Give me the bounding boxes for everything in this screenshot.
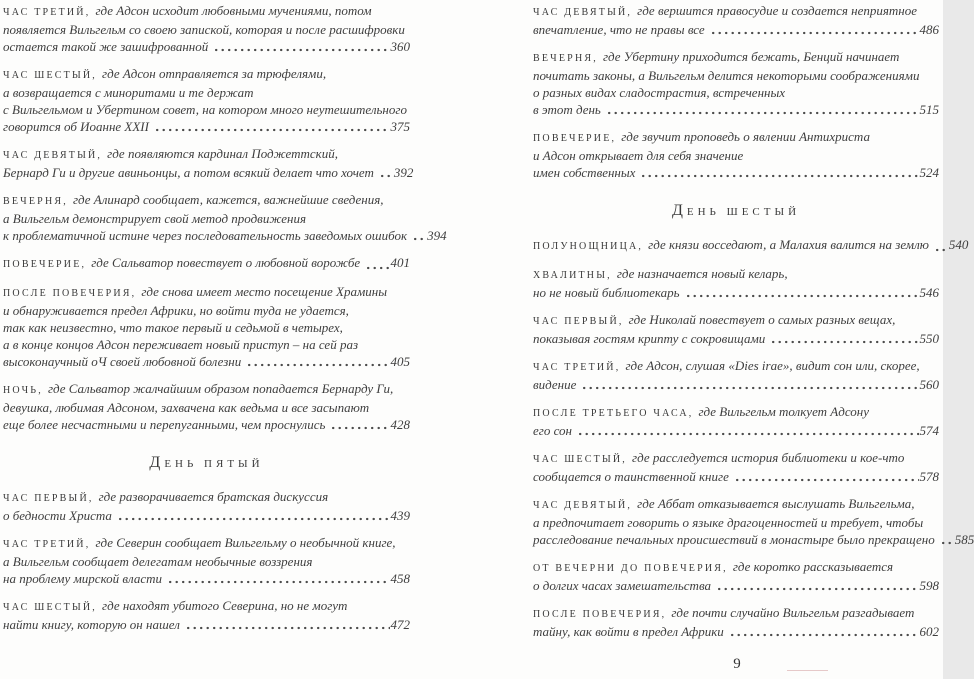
- day-heading-initial: Д: [671, 202, 687, 219]
- entry-text-line: где князи восседают, а Малахия валится на землю: [648, 237, 929, 252]
- entry-text-line: найти книгу, которую он нашел: [3, 617, 180, 632]
- entry-label: ЧАС ШЕСТЫЙ,: [3, 602, 98, 613]
- toc-line: [3, 616, 410, 633]
- entry-text-line: где Николай повествует о самых разных вещах,: [628, 312, 896, 327]
- entry-text-line: где Адсон исходит любовными мучениями, потом: [95, 3, 372, 18]
- toc-line: [3, 2, 410, 21]
- dot-leader: [414, 237, 426, 241]
- toc-line: [3, 416, 410, 433]
- toc-line: [3, 21, 410, 38]
- entry-label: ЧАС ДЕВЯТЫЙ,: [3, 150, 103, 161]
- toc-line: [533, 422, 939, 439]
- entry-text-line: где коротко рассказывается: [732, 559, 894, 574]
- dot-leader: [936, 248, 948, 252]
- page-ref: 360: [390, 39, 410, 54]
- entry-text-line: где Адсон, слушая «Dies irae», видит сон или, скорее,: [625, 358, 920, 373]
- page-ref: 574: [919, 423, 939, 438]
- dot-leader: [215, 48, 389, 52]
- entry-label: ЧАС ТРЕТИЙ,: [3, 539, 91, 550]
- entry-label: ЧАС ШЕСТЫЙ,: [533, 454, 628, 465]
- toc-entry: [3, 488, 410, 524]
- entry-text-line: о долгих часах замешательства: [533, 578, 712, 593]
- entry-label: ЧАС ДЕВЯТЫЙ,: [533, 7, 633, 18]
- dot-leader: [583, 386, 918, 390]
- entry-text-line: расследование печальных происшествий в монастыре было прекращено: [533, 532, 935, 547]
- day-heading-text: ЕНЬ ПЯТЫЙ: [164, 458, 264, 470]
- page-ref: 546: [919, 285, 939, 300]
- entry-text-line: о бедности Христа: [3, 508, 112, 523]
- page-ref: 550: [919, 331, 939, 346]
- toc-line: [3, 101, 410, 118]
- toc-entry: [3, 283, 410, 370]
- toc-line: [533, 623, 939, 640]
- dot-leader: [248, 363, 389, 367]
- entry-text-line: девушка, любимая Адсоном, захвачена как ведьма и все засыпают: [3, 400, 370, 415]
- entry-text-line: к проблематичной истине через последовательность заведомых ошибок: [3, 228, 408, 243]
- page-ref: 472: [390, 617, 410, 632]
- entry-text-line: где почти случайно Вильгельм разгадывает: [671, 605, 915, 620]
- entry-label: ВЕЧЕРНЯ,: [533, 53, 598, 64]
- faint-underline-mark: [787, 670, 828, 671]
- toc-line: [3, 380, 410, 399]
- toc-entry: [533, 449, 939, 485]
- toc-entry: [3, 191, 447, 244]
- toc-line: [533, 330, 939, 347]
- toc-entry: [3, 2, 410, 55]
- toc-line: [533, 495, 939, 514]
- toc-line: [3, 319, 410, 336]
- toc-line: [533, 558, 939, 577]
- toc-line: [533, 2, 939, 21]
- toc-entry: [3, 380, 410, 433]
- dot-leader: [156, 128, 390, 132]
- toc-line: [3, 553, 410, 570]
- toc-line: [533, 84, 939, 101]
- entry-label: ЧАС ДЕВЯТЫЙ,: [533, 500, 633, 511]
- dot-leader: [187, 626, 390, 630]
- toc-line: [3, 65, 410, 84]
- entry-text-line: где Убертину приходится бежать, Бенций начинает: [602, 49, 900, 64]
- toc-entry: [3, 254, 410, 273]
- toc-line: [533, 236, 969, 255]
- toc-line: [3, 283, 410, 302]
- page-ref: 540: [948, 237, 969, 252]
- toc-entry: [533, 311, 939, 347]
- entry-text-line: на проблему мирской власти: [3, 571, 163, 586]
- entry-label: ЧАС ШЕСТЫЙ,: [3, 70, 98, 81]
- entry-text-line: говорится об Иоанне XXII: [3, 119, 149, 134]
- entry-text-line: а возвращается с миноритами и те держат: [3, 85, 254, 100]
- entry-text-line: появляется Вильгельм со своею запиской, которая и после расшифровки: [3, 22, 405, 37]
- dot-leader: [772, 340, 918, 344]
- toc-line: [533, 48, 939, 67]
- toc-line: [3, 353, 410, 370]
- toc-line: [3, 570, 410, 587]
- dot-leader: [687, 294, 919, 298]
- toc-line: [533, 468, 939, 485]
- page-ref: 578: [919, 469, 939, 484]
- toc-line: [3, 336, 410, 353]
- toc-line: [533, 376, 939, 393]
- toc-line: [3, 145, 410, 164]
- entry-label: ПОВЕЧЕРИЕ,: [533, 133, 617, 144]
- toc-line: [3, 191, 410, 210]
- toc-line: [3, 118, 410, 135]
- toc-column-right: [533, 2, 974, 650]
- entry-text-line: где находят убитого Северина, но не могут: [102, 598, 348, 613]
- page-ref: 439: [390, 508, 410, 523]
- dot-leader: [367, 266, 389, 270]
- day-heading-text: ЕНЬ ШЕСТЫЙ: [686, 206, 801, 218]
- entry-text-line: а Вильгельм демонстрирует свой метод продвижения: [3, 211, 307, 226]
- entry-text-line: о разных видах сладострастия, встреченных: [533, 85, 786, 100]
- page-ref: 394: [427, 228, 447, 243]
- entry-text-line: еще более несчастными и перепуганными, чем проснулись: [3, 417, 326, 432]
- entry-text-line: почитать законы, а Вильгельм делится некоторыми соображениями: [533, 68, 920, 83]
- dot-leader: [332, 426, 389, 430]
- entry-text-line: тайну, как войти в предел Африки: [533, 624, 724, 639]
- page-ref: 428: [390, 417, 410, 432]
- toc-entry: [533, 558, 939, 594]
- entry-text-line: его сон: [533, 423, 572, 438]
- entry-label: ОТ ВЕЧЕРНИ ДО ПОВЕЧЕРИЯ,: [533, 563, 728, 574]
- toc-line: [3, 507, 410, 524]
- toc-line: [533, 284, 939, 301]
- entry-label: ЧАС ПЕРВЫЙ,: [3, 493, 94, 504]
- toc-entry: [533, 265, 939, 301]
- entry-text-line: в этот день: [533, 102, 601, 117]
- dot-leader: [736, 478, 919, 482]
- entry-label: ХВАЛИТНЫ,: [533, 270, 612, 281]
- entry-text-line: где разворачивается братская дискуссия: [98, 489, 329, 504]
- entry-label: ПОВЕЧЕРИЕ,: [3, 259, 87, 270]
- toc-line: [533, 21, 939, 38]
- entry-text-line: а Вильгельм сообщает делегатам необычные воззрения: [3, 554, 313, 569]
- entry-label: ПОЛУНОЩНИЦА,: [533, 241, 644, 252]
- entry-text-line: где расследуется история библиотеки и кое-что: [632, 450, 905, 465]
- entry-text-line: а предпочитает говорить о языке драгоценностей и требует, чтобы: [533, 515, 924, 530]
- toc-line: [3, 164, 414, 181]
- page-ref: 375: [390, 119, 410, 134]
- toc-entry: [3, 65, 410, 135]
- toc-line: [3, 488, 410, 507]
- toc-entry: [3, 597, 410, 633]
- entry-text-line: впечатление, что не правы все: [533, 22, 705, 37]
- toc-line: [533, 164, 939, 181]
- toc-entry: [3, 534, 410, 587]
- toc-line: [3, 210, 410, 227]
- toc-line: [533, 357, 939, 376]
- toc-line: [533, 265, 939, 284]
- entry-text-line: и обнаруживается предел Африки, но войти туда не удается,: [3, 303, 349, 318]
- entry-label: ПОСЛЕ ПОВЕЧЕРИЯ,: [533, 609, 667, 620]
- toc-line: [3, 254, 410, 273]
- toc-line: [533, 311, 939, 330]
- entry-label: ВЕЧЕРНЯ,: [3, 196, 68, 207]
- day-heading: [533, 202, 939, 221]
- entry-text-line: но не новый библиотекарь: [533, 285, 680, 300]
- entry-text-line: так как неизвестно, что такое первый и седьмой в четырех,: [3, 320, 343, 335]
- entry-text-line: Бернард Ги и другие авиньонцы, а потом всякий делает что хочет: [3, 165, 374, 180]
- toc-entry: [533, 128, 939, 181]
- entry-text-line: видение: [533, 377, 577, 392]
- toc-line: [533, 514, 939, 531]
- entry-text-line: и Адсон открывает для себя значение: [533, 148, 744, 163]
- entry-label: НОЧЬ,: [3, 385, 43, 396]
- entry-text-line: имен собственных: [533, 165, 636, 180]
- entry-label: ЧАС ПЕРВЫЙ,: [533, 316, 624, 327]
- entry-label: ЧАС ТРЕТИЙ,: [3, 7, 91, 18]
- toc-entry: [533, 403, 939, 439]
- toc-line: [533, 403, 939, 422]
- page-ref: 524: [919, 165, 939, 180]
- toc-line: [533, 577, 939, 594]
- toc-entry: [533, 2, 939, 38]
- entry-text-line: где Вильгельм толкует Адсону: [698, 404, 869, 419]
- toc-entry: [533, 604, 939, 640]
- toc-entry: [533, 357, 939, 393]
- dot-leader: [169, 580, 389, 584]
- entry-text-line: где снова имеет место посещение Храмины: [141, 284, 388, 299]
- toc-line: [533, 604, 939, 623]
- entry-text-line: где Аббат отказывается выслушать Вильгельма,: [637, 496, 915, 511]
- toc-line: [533, 101, 939, 118]
- toc-line: [3, 399, 410, 416]
- entry-text-line: остается такой же зашифрованной: [3, 39, 209, 54]
- dot-leader: [642, 174, 918, 178]
- toc-column-left: [3, 2, 447, 643]
- toc-line: [533, 531, 974, 548]
- toc-line: [3, 84, 410, 101]
- entry-text-line: с Вильгельмом и Убертином совет, на котором много неутешительного: [3, 102, 407, 117]
- dot-leader: [579, 432, 919, 436]
- day-heading-initial: Д: [149, 454, 165, 471]
- toc-entry: [3, 145, 414, 181]
- toc-line: [3, 597, 410, 616]
- page-ref: 585: [954, 532, 974, 547]
- page-ref: 401: [390, 255, 410, 270]
- page-ref: 515: [919, 102, 939, 117]
- toc-entry: [533, 48, 939, 118]
- page-ref: 602: [919, 624, 939, 639]
- entry-text-line: где Адсон отправляется за трюфелями,: [102, 66, 327, 81]
- page-ref: 405: [390, 354, 410, 369]
- dot-leader: [942, 541, 954, 545]
- dot-leader: [712, 31, 919, 35]
- dot-leader: [718, 587, 918, 591]
- entry-text-line: где Сальватор повествует о любовной ворожбе: [91, 255, 361, 270]
- day-heading: [3, 454, 410, 473]
- entry-label: ПОСЛЕ ТРЕТЬЕГО ЧАСА,: [533, 408, 694, 419]
- toc-entry: [533, 495, 974, 548]
- entry-text-line: а в конце концов Адсон переживает новый приступ – на сей раз: [3, 337, 359, 352]
- page-number: 9: [733, 656, 741, 672]
- page-ref: 560: [919, 377, 939, 392]
- entry-label: ЧАС ТРЕТИЙ,: [533, 362, 621, 373]
- entry-text-line: где вершится правосудие и создается неприятное: [637, 3, 918, 18]
- entry-text-line: высоконаучный оЧ своей любовной болезни: [3, 354, 242, 369]
- entry-text-line: где появляются кардинал Поджеттский,: [107, 146, 339, 161]
- dot-leader: [119, 517, 390, 521]
- toc-line: [533, 147, 939, 164]
- page-ref: 458: [390, 571, 410, 586]
- toc-line: [3, 227, 447, 244]
- dot-leader: [731, 633, 919, 637]
- toc-entry: [533, 236, 969, 255]
- page-ref: 486: [919, 22, 939, 37]
- toc-line: [3, 38, 410, 55]
- page-ref: 392: [393, 165, 414, 180]
- entry-text-line: показывая гостям крипту с сокровищами: [533, 331, 766, 346]
- entry-text-line: где Алинард сообщает, кажется, важнейшие сведения,: [72, 192, 384, 207]
- toc-line: [533, 128, 939, 147]
- dot-leader: [608, 111, 919, 115]
- toc-line: [3, 534, 410, 553]
- page-ref: 598: [919, 578, 939, 593]
- entry-text-line: где Сальватор жалчайшим образом попадается Бернарду Ги,: [47, 381, 394, 396]
- entry-text-line: где Северин сообщает Вильгельму о необычной книге,: [95, 535, 396, 550]
- entry-text-line: сообщается о таинственной книге: [533, 469, 729, 484]
- toc-line: [533, 449, 939, 468]
- dot-leader: [381, 174, 393, 178]
- entry-text-line: где звучит проповедь о явлении Антихриста: [621, 129, 870, 144]
- entry-text-line: где назначается новый келарь,: [616, 266, 788, 281]
- entry-label: ПОСЛЕ ПОВЕЧЕРИЯ,: [3, 288, 137, 299]
- toc-line: [3, 302, 410, 319]
- toc-line: [533, 67, 939, 84]
